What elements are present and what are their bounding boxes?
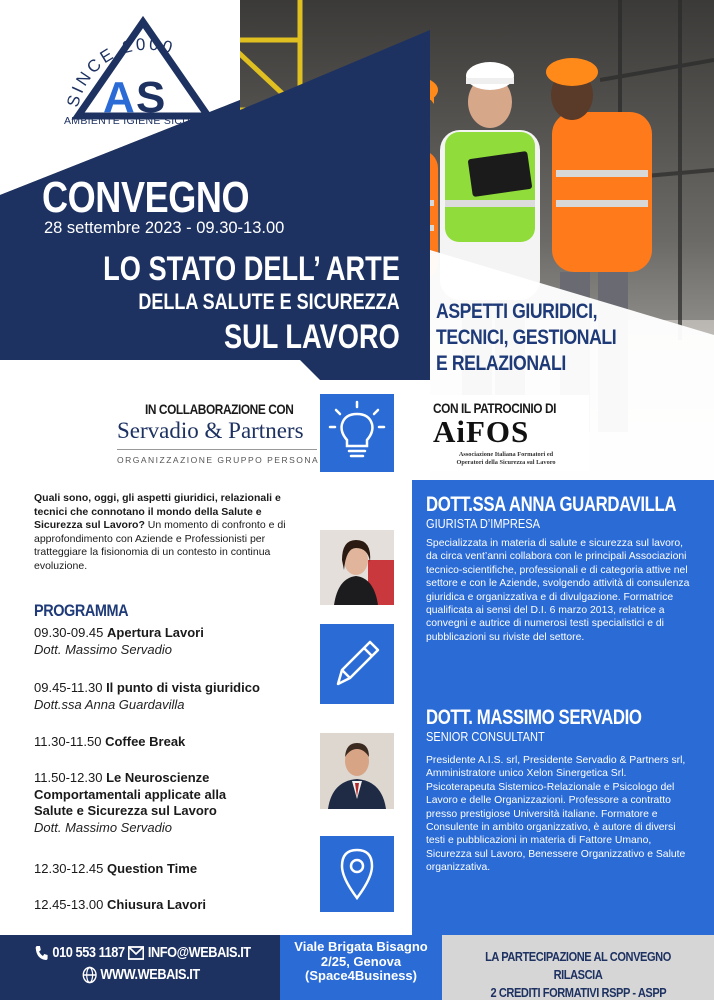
programma-item xyxy=(34,680,260,713)
programma-time: 09.45-11.30 xyxy=(34,680,103,695)
logo-tagline: AMBIENTE IGIENE SICUREZZA xyxy=(64,115,227,127)
credits-text xyxy=(442,948,714,1000)
speaker-bio: Specializzata in materia di salute e sicurezza sul lavoro, da circa vent’anni collabora con le principali Associazioni tecnico-scientifiche, professionali e di categoria attive nel settore e con le Aziende, svolgendo attività di consulenza giuridica e organizzativa e di divulgazione. Formatrice qualificata ai sensi del D.I. 6 marzo 2013, relatrice a convegni e autrice di numerosi testi specialistici e di pubblicazioni su riviste del settore. xyxy=(426,538,690,643)
pencil-icon xyxy=(320,624,394,704)
globe-icon xyxy=(82,966,97,984)
aifos-subtitle xyxy=(433,451,579,466)
aifos-subtitle-line: Associazione Italiana Formatori ed xyxy=(458,451,554,458)
servadio-partners-subtitle: ORGANIZZAZIONE GRUPPO PERSONA xyxy=(117,455,320,465)
credits-line: LA PARTECIPAZIONE AL CONVEGNO RILASCIA xyxy=(485,949,671,982)
programma-time: 12.45-13.00 xyxy=(34,897,104,912)
speaker-bio: Presidente A.I.S. srl, Presidente Servadio & Partners srl, Amministratore unico Xelon Sinergetica Srl. Psicoterapeuta Sistemico-Relazionale e Psicologo del Lavoro e delle Organizzazioni. Professore a contratto presso prestigiose Università italiane. Formatore e Consulente in ambito organizzativo, è autore di diversi testi e pubblicazioni in materia di Fattore Umano, Sicurezza sul Lavoro, Benessere Organizzativo e Salute organizzativa. xyxy=(426,755,686,874)
address-line: Viale Brigata Bisagno xyxy=(294,939,428,954)
programma-session: Coffee Break xyxy=(105,734,186,749)
programma-session-line: Salute e Sicurezza sul Lavoro xyxy=(34,803,217,818)
programma-speaker: Dott.ssa Anna Guardavilla xyxy=(34,696,185,712)
event-aspects xyxy=(436,298,616,376)
phone-icon xyxy=(34,944,49,962)
programma-session: Apertura Lavori xyxy=(107,625,204,640)
aspect-line: TECNICI, GESTIONALI xyxy=(436,325,617,349)
programma-item xyxy=(34,734,185,751)
programma-session: Question Time xyxy=(107,861,198,876)
event-title-line3: SUL LAVORO xyxy=(224,318,400,356)
anna-guardavilla-photo xyxy=(320,530,394,605)
event-title-line1: LO STATO DELL’ ARTE xyxy=(103,250,400,288)
intro-description: Un momento di confronto e di approfondimento con Aziende e Professionisti per tratteggiare la fisionomia di un contesto in continua evoluzione. xyxy=(34,519,286,572)
speaker-name: DOTT.SSA ANNA GUARDAVILLA xyxy=(426,493,677,516)
servadio-partners-logo: Servadio & Partners xyxy=(117,418,304,443)
lightbulb-icon xyxy=(320,394,394,472)
svg-text:S: S xyxy=(136,73,166,122)
website-link[interactable]: WWW.WEBAIS.IT xyxy=(100,966,200,983)
aspect-line: E RELAZIONALI xyxy=(436,351,566,375)
phone-link[interactable]: 010 553 1187 xyxy=(52,944,125,961)
divider xyxy=(117,449,317,450)
programma-session: Chiusura Lavori xyxy=(107,897,206,912)
programma-time: 11.50-12.30 xyxy=(34,770,103,785)
address-line: (Space4Business) xyxy=(305,968,417,983)
email-link[interactable]: INFO@WEBAIS.IT xyxy=(147,944,251,961)
aifos-subtitle-line: Operatori della Sicurezza sul Lavoro xyxy=(456,458,556,466)
mail-icon xyxy=(128,945,145,961)
programma-time: 09.30-09.45 xyxy=(34,625,104,640)
patronage-label: CON IL PATROCINIO DI xyxy=(433,400,557,416)
aspect-line: ASPETTI GIURIDICI, xyxy=(436,299,598,323)
speaker-role: SENIOR CONSULTANT xyxy=(426,729,545,744)
event-date: 28 settembre 2023 - 09.30-13.00 xyxy=(44,219,285,237)
intro-text xyxy=(34,492,304,573)
programma-item xyxy=(34,897,206,914)
programma-time: 11.30-11.50 xyxy=(34,734,102,749)
logo-since-text: SINCE 2000 xyxy=(63,34,178,110)
contact-row xyxy=(34,944,251,962)
programma-time: 12.30-12.45 xyxy=(34,861,104,876)
address-line: 2/25, Genova xyxy=(320,953,402,969)
programma-item xyxy=(34,770,226,836)
aifos-logo: AiFOS xyxy=(433,414,530,449)
programma-item xyxy=(34,861,197,878)
intro-question: Quali sono, oggi, gli aspetti giuridici, relazionali e tecnici che connotano il mondo della Salute e Sicurezza sul Lavoro? xyxy=(34,492,281,531)
speaker-name: DOTT. MASSIMO SERVADIO xyxy=(426,706,642,729)
programma-speaker: Dott. Massimo Servadio xyxy=(34,641,172,657)
programma-title: PROGRAMMA xyxy=(34,601,129,620)
programma-item xyxy=(34,625,204,658)
event-title-line2: DELLA SALUTE E SICUREZZA xyxy=(138,289,400,314)
credits-line: 2 CREDITI FORMATIVI RSPP - ASPP xyxy=(490,985,666,1000)
speaker-role: GIURISTA D’IMPRESA xyxy=(426,516,541,531)
programma-session: Le Neuroscienze xyxy=(106,770,210,785)
programma-speaker: Dott. Massimo Servadio xyxy=(34,819,172,835)
contact-row xyxy=(82,966,200,984)
venue-address xyxy=(280,940,442,984)
massimo-servadio-photo xyxy=(320,733,394,809)
svg-text:A: A xyxy=(103,73,135,122)
collaboration-label: IN COLLABORAZIONE CON xyxy=(145,401,294,417)
programma-session-line: Comportamentali applicate alla xyxy=(34,786,227,802)
event-kind: CONVEGNO xyxy=(42,173,250,222)
programma-session: Il punto di vista giuridico xyxy=(106,680,260,695)
location-pin-icon xyxy=(320,836,394,912)
